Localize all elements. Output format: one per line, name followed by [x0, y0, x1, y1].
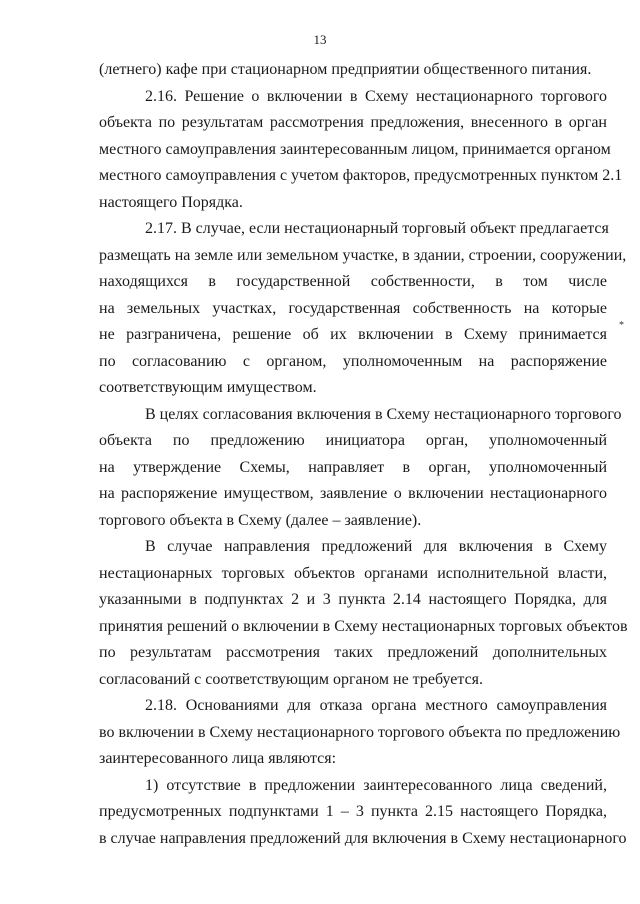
text-line: заинтересованного лица являются:: [99, 750, 337, 767]
text-line: объекта по предложению инициатора орган, уполномоченный: [99, 432, 607, 449]
text-line: по согласованию с органом, уполномоченным на распоряжение: [99, 352, 607, 370]
text-line: нестационарных торговых объектов органами исполнительной власти,: [99, 564, 607, 582]
paragraph: [99, 402, 622, 535]
text-line: 2.16. Решение о включении в Схему нестационарного торгового: [145, 87, 607, 105]
paragraph: [99, 57, 607, 84]
text-line: не разграничена, решение об их включении в Схему принимается: [99, 326, 607, 343]
paragraph: [99, 84, 623, 217]
paragraph: [99, 773, 627, 853]
text-line: 1) отсутствие в предложении заинтересованного лица сведений,: [145, 776, 607, 794]
text-line: предусмотренных подпунктами 1 – 3 пункта 2.15 настоящего Порядка,: [99, 803, 607, 820]
text-line: местного самоуправления с учетом факторов, предусмотренных пунктом 2.1: [99, 167, 623, 184]
text-line: согласований с соответствующим органом не требуется.: [99, 670, 484, 688]
text-line: 2.17. В случае, если нестационарный торговый объект предлагается: [145, 220, 609, 237]
paragraph: [99, 216, 627, 402]
text-line: торгового объекта в Схему (далее – заявление).: [99, 511, 422, 529]
text-line: соответствующим имуществом.: [99, 379, 317, 396]
text-line: принятия решений о включении в Схему нестационарных торговых объектов: [99, 617, 628, 635]
text-line: находящихся в государственной собственности, в том числе: [99, 273, 607, 290]
text-line: по результатам рассмотрения таких предложений дополнительных: [99, 644, 607, 661]
text-line: местного самоуправления заинтересованным лицом, принимается органом: [99, 140, 611, 158]
paragraph: [99, 534, 628, 693]
text-line: В целях согласования включения в Схему нестационарного торгового: [145, 405, 622, 423]
text-line: настоящего Порядка.: [99, 193, 243, 211]
text-line: во включении в Схему нестационарного торгового объекта по предложению: [99, 723, 621, 741]
paragraph: [99, 693, 621, 773]
text-line: объекта по результатам рассмотрения предложения, внесенного в орган: [99, 114, 607, 131]
page-number: 13: [313, 32, 327, 47]
text-line: В случае направления предложений для включения в Схему: [145, 538, 607, 555]
text-line: на земельных участках, государственная собственность на которые: [99, 299, 607, 317]
margin-mark: *: [619, 320, 624, 331]
text-line: на утверждение Схемы, направляет в орган, уполномоченный: [99, 458, 607, 476]
text-line: (летнего) кафе при стационарном предприятии общественного питания.: [99, 61, 592, 78]
document-body: [99, 57, 628, 852]
text-line: в случае направления предложений для включения в Схему нестационарного: [99, 829, 627, 847]
text-line: размещать на земле или земельном участке, в здании, строении, сооружении,: [99, 246, 627, 264]
text-line: 2.18. Основаниями для отказа органа местного самоуправления: [145, 697, 607, 714]
text-line: указанными в подпунктах 2 и 3 пункта 2.14 настоящего Порядка, для: [99, 591, 607, 608]
text-line: на распоряжение имуществом, заявление о включении нестационарного: [99, 485, 607, 502]
